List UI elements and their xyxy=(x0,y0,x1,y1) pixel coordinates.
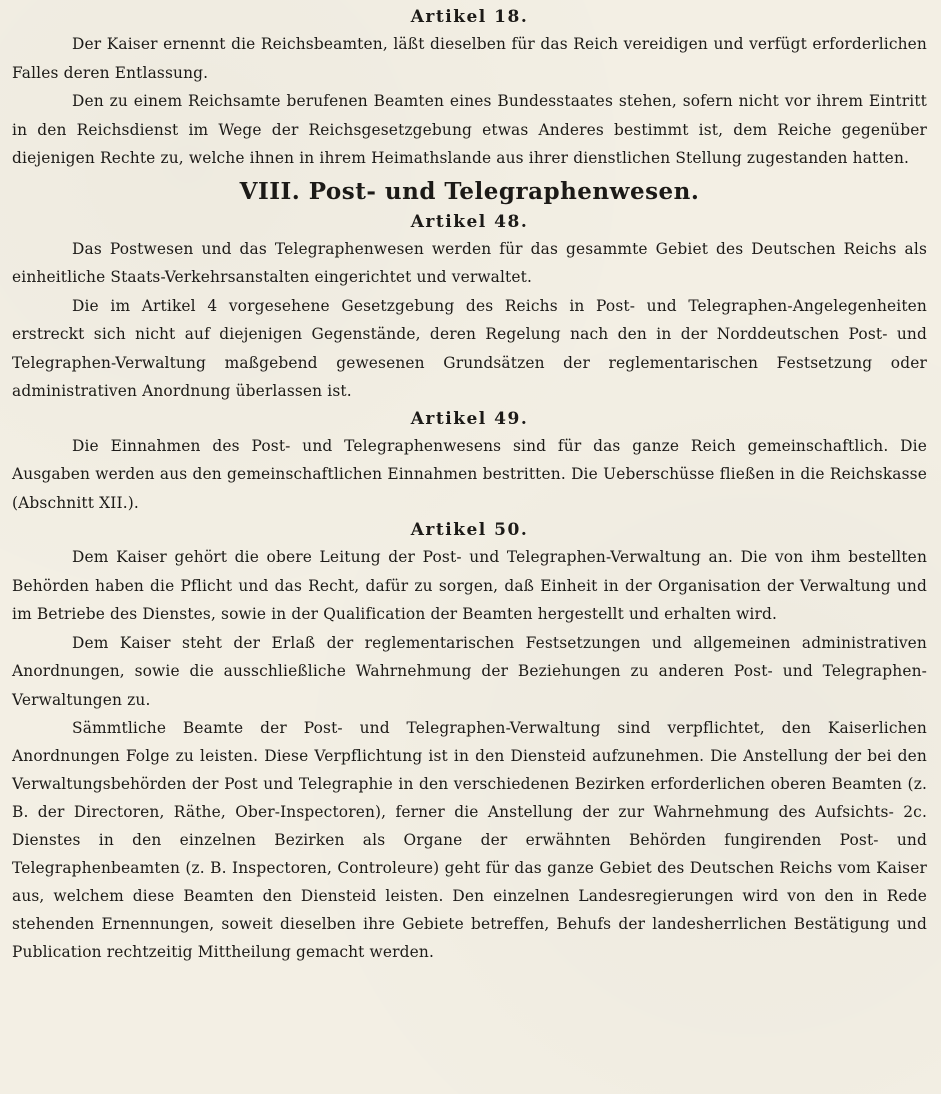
article-48-heading: Artikel 48. xyxy=(410,211,529,232)
article-50-heading: Artikel 50. xyxy=(410,520,529,540)
article-49-heading: Artikel 49. xyxy=(410,408,529,429)
article-49 xyxy=(12,406,927,518)
article-50 xyxy=(12,517,927,966)
article-50-paragraph-2: Dem Kaiser steht der Erlaß der reglementarischen Festsetzungen und allgemeinen administrativen Anordnungen, sowie die ausschließliche Wahrnehmung der Beziehungen zu anderen Post- und Telegraphen-Verwaltungen zu. xyxy=(12,633,927,709)
article-50-paragraph-1: Dem Kaiser gehört die obere Leitung der Post- und Telegraphen-Verwaltung an. Die von ihm bestellten Behörden haben die Pflicht und das Recht, dafür zu sorgen, daß Einheit in der Organisation der Verwaltung und im Betriebe des Dienstes, sowie in der Qualification der Beamten hergestellt und erhalten wird. xyxy=(12,548,927,623)
article-18-paragraph-1: Der Kaiser ernennt die Reichsbeamten, läßt dieselben für das Reich vereidigen und verfügt erforderlichen Falles deren Entlassung. xyxy=(12,35,927,82)
article-48-paragraph-2: Die im Artikel 4 vorgesehene Gesetzgebung des Reichs in Post- und Telegraphen-Angelegenheiten erstreckt sich nicht auf diejenigen Gegenstände, deren Regelung nach den in der Norddeutschen Post- und Telegraphen-Verwaltung maßgebend gewesenen Grundsätzen der reglementarischen Festsetzung oder administrativen Anordnung überlassen ist. xyxy=(12,296,927,400)
article-49-paragraph-1: Die Einnahmen des Post- und Telegraphenwesens sind für das ganze Reich gemeinschaftlich. Die Ausgaben werden aus den gemeinschaftlichen Einnahmen bestritten. Die Ueberschüsse fließen in die Reichskasse (Abschnitt XII.). xyxy=(12,436,927,512)
article-48 xyxy=(12,209,927,406)
article-18-paragraph-2: Den zu einem Reichsamte berufenen Beamten eines Bundesstaates stehen, sofern nicht vor ihrem Eintritt in den Reichsdienst im Wege der Reichsgesetzgebung etwas Anderes bestimmt ist, dem Reiche gegenüber diejenigen Rechte zu, welche ihnen in ihrem Heimathslande aus ihrer dienstlichen Stellung zugestanden hatten. xyxy=(12,92,927,167)
article-18 xyxy=(12,4,927,173)
article-50-paragraph-3: Sämmtliche Beamte der Post- und Telegraphen-Verwaltung sind verpflichtet, den Kaiserlichen Anordnungen Folge zu leisten. Diese Verpflichtung ist in den Diensteid aufzunehmen. Die Anstellung der bei den Verwaltungsbehörden der Post und Telegraphie in den verschiedenen Bezirken erforderlichen oberen Beamten (z. B. der Directoren, Räthe, Ober-Inspectoren), ferner die Anstellung der zur Wahrnehmung des Aufsichts- 2c. Dienstes in den einzelnen Bezirken als Organe der erwähnten Behörden fungirenden Post- und Telegraphenbeamten (z. B. Inspectoren, Controleure) geht für das ganze Gebiet des Deutschen Reichs vom Kaiser aus, welchem diese Beamten den Diensteid leisten. Den einzelnen Landesregierungen wird von den in Rede stehenden Ernennungen, soweit dieselben ihre Gebiete betreffen, Behufs der landesherrlichen Bestätigung und Publication rechtzeitig Mittheilung gemacht werden. xyxy=(12,719,927,961)
section-viii-heading: VIII. Post- und Telegraphenwesen. xyxy=(239,177,700,205)
article-48-paragraph-1: Das Postwesen und das Telegraphenwesen werden für das gesammte Gebiet des Deutschen Reichs als einheitliche Staats-Verkehrsanstalten eingerichtet und verwaltet. xyxy=(12,239,927,286)
article-18-heading: Artikel 18. xyxy=(410,7,529,27)
